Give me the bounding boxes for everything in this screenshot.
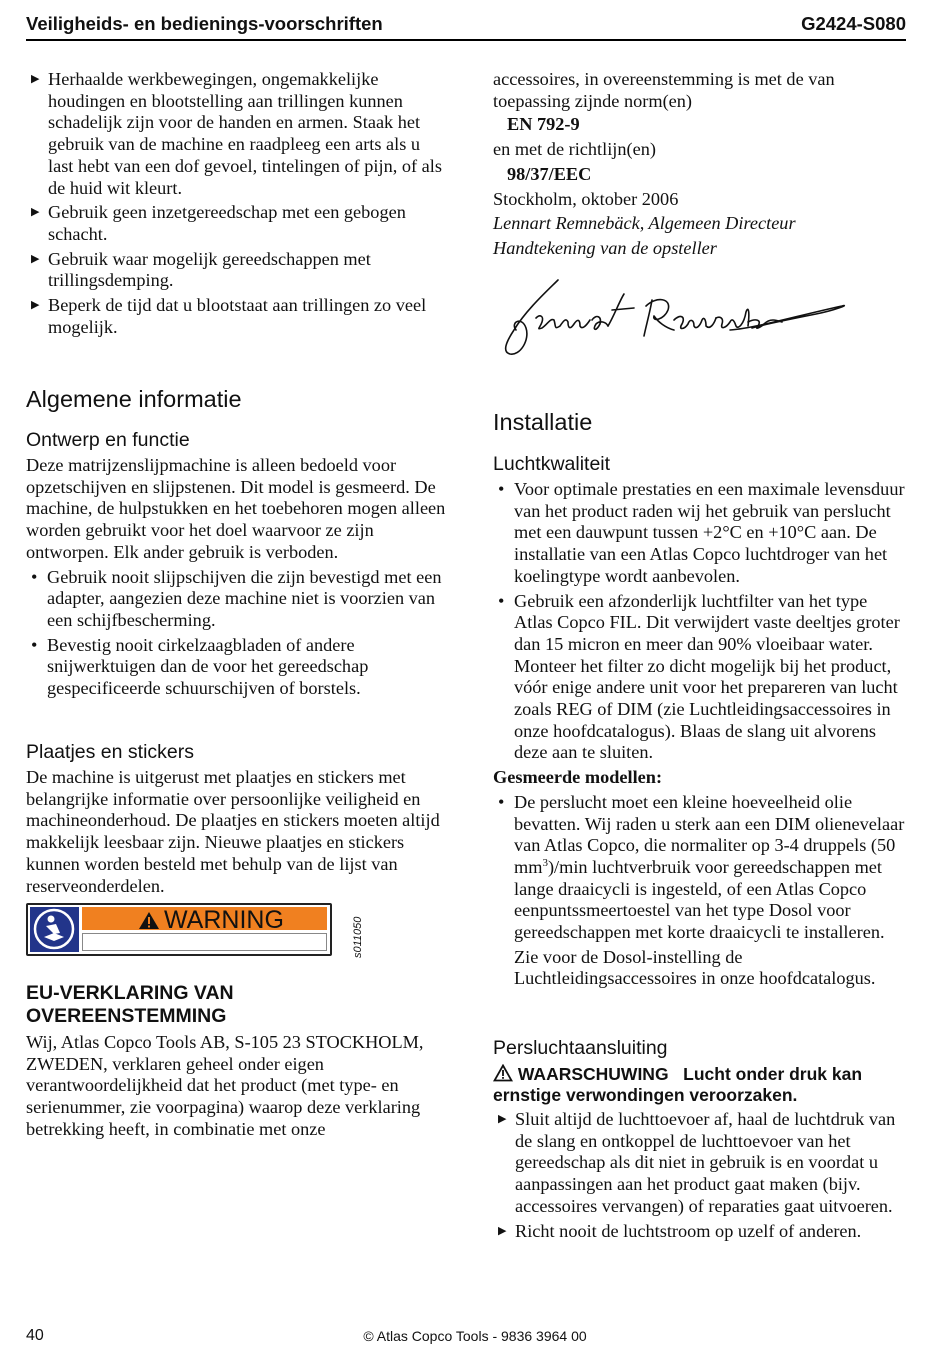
directive-code: 98/37/EEC	[507, 163, 592, 184]
manual-reader-icon	[30, 907, 79, 952]
header-rule	[26, 39, 906, 41]
header-code: G2424-S080	[801, 13, 906, 34]
air-heading: Luchtkwaliteit	[493, 453, 611, 475]
list-item: ▶ Gebruik geen inzetgereedschap met een gebogen schacht.	[31, 202, 406, 244]
list-item: • Gebruik nooit slijpschijven die zijn bevestigd met een adapter, aangezien deze machine niet is voorzien van een schijfbescherming.	[31, 566, 442, 630]
handwritten-signature	[496, 270, 856, 362]
warning-word: WAARSCHUWING	[517, 1064, 669, 1084]
warning-banner	[82, 906, 327, 934]
warning-triangle-icon	[493, 1064, 513, 1082]
norm-code: EN 792-9	[507, 114, 580, 135]
list-item: ▶ Beperk de tijd dat u blootstaat aan trillingen zo veel mogelijk.	[31, 295, 427, 337]
footer-copyright: © Atlas Copco Tools - 9836 3964 00	[363, 1328, 587, 1344]
connection-section	[493, 1036, 908, 1245]
list-item: ▶ Gebruik waar mogelijk gereedschappen met trillingsdemping.	[31, 248, 371, 291]
lubricated-note: Zie voor de Dosol-instelling de Luchtleidingsaccessoires in onze hoofdcatalogus.	[514, 946, 876, 989]
eu-continuation	[493, 69, 908, 260]
list-item: ▶ Sluit altijd de luchttoevoer af, haal de luchtdruk van de slang en ontkoppel de luchttoevoer van het gereedschap als dit niet in gebruik is en voordat u aanpassingen aan het product gaat maken (bijv. accessoires vervangen) of reparaties gaat uitvoeren.	[498, 1109, 896, 1216]
bullet-dot-icon: •	[498, 590, 505, 611]
list-item: • Voor optimale prestaties en een maximale levensduur van het product raden wij het gebruik van perslucht met een dauwpunt tussen +2°C en +10°C aan. De installatie van een Atlas Copco luchtdroger van het koelingtype wordt aanbevolen.	[498, 479, 905, 586]
install-heading: Installatie	[493, 409, 593, 435]
eu-heading-line2: OVEREENSTEMMING	[26, 1005, 227, 1027]
list-item: • Gebruik een afzonderlijk luchtfilter van het type Atlas Copco FIL. Dit verwijdert vaste deeltjes groter dan 15 micron en meer dan 90% vloeibaar water. Monteer het filter zo dicht mogelijk bij het product, vóór enige andere unit voor het prepareren van lucht zoals REG of DIM (zie Luchtleidingsaccessoires in onze hoofdcatalogus). Blaas de slang uit alvorens deze aan te sluiten.	[498, 590, 900, 763]
arrow-bullet-icon: ▶	[31, 299, 40, 312]
bullet-dot-icon: •	[498, 791, 505, 812]
eu-section	[26, 982, 446, 1141]
connection-heading: Persluchtaansluiting	[493, 1037, 668, 1059]
arrow-bullet-icon: ▶	[31, 73, 40, 85]
arrow-bullet-icon: ▶	[31, 206, 40, 219]
signature-caption: Handtekening van de opsteller	[493, 237, 717, 258]
label-blank-area	[82, 933, 327, 951]
eu-heading-line1: EU-VERKLARING VAN	[26, 982, 234, 1004]
label-code: s011050	[352, 916, 364, 958]
warning-text: Lucht onder druk kan ernstige verwondingen veroorzaken.	[493, 1064, 863, 1105]
left-intro-list	[26, 69, 446, 341]
arrow-bullet-icon: ▶	[498, 1113, 507, 1125]
list-item: • Bevestig nooit cirkelzaagbladen of andere snijwerktuigen dan de voor het gereedschap gespecificeerde schuurschijven of borstels.	[31, 634, 369, 699]
air-quality-section	[493, 452, 908, 990]
warning-label	[26, 903, 332, 956]
directive-intro: en met de richtlijn(en)	[493, 139, 656, 160]
place-date: Stockholm, oktober 2006	[493, 188, 679, 209]
header-title: Veiligheids- en bedienings-voorschriften	[26, 13, 383, 34]
arrow-bullet-icon: ▶	[31, 252, 40, 265]
bullet-dot-icon: •	[31, 566, 38, 587]
design-text: Deze matrijzenslijpmachine is alleen bedoeld voor opzetschijven en slijpstenen. Dit model is gesmeerd. De machine, de hulpstukken en het toebehoren mogen alleen worden gebruikt voor het doel waarvoor ze zijn ontworpen. Elk ander gebruik is verboden.	[26, 455, 446, 562]
plates-section	[26, 740, 446, 897]
list-item: ▶ Richt nooit de luchtstroom op uzelf of anderen.	[498, 1220, 862, 1241]
plates-heading: Plaatjes en stickers	[26, 741, 194, 763]
bullet-dot-icon: •	[498, 479, 505, 499]
signatory: Lennart Remnebäck, Algemeen Directeur	[493, 213, 796, 234]
list-item: ▶ Herhaalde werkbewegingen, ongemakkelijke houdingen en blootstelling aan trillingen kunnen schadelijk zijn voor de handen en armen. Staak het gebruik van de machine en raadpleeg een arts als u last hebt van een dof gevoel, tintelingen of pijn, of als de huid wit kleurt.	[31, 69, 442, 198]
warning-triangle-icon	[138, 911, 160, 930]
arrow-bullet-icon: ▶	[498, 1224, 507, 1237]
eu-continuation-text: accessoires, in overeenstemming is met de van toepassing zijnde norm(en)	[493, 69, 835, 111]
list-item: • De perslucht moet een kleine hoeveelheid olie bevatten. Wij raden u sterk aan een DIM olienevelaar van Atlas Copco, die normaliter op 3-4 druppels (50 $mm^3)/\min$ luchtverbruik voor gereedschappen met lange draaicycli is ingesteld, of een Atlas Copco eenpuntssmeertoestel van het type Dosol voor gereedschappen met korte draaicycli te installeren.	[498, 791, 905, 943]
warning-label-text: WARNING	[164, 906, 284, 934]
eu-text: Wij, Atlas Copco Tools AB, S-105 23 STOCKHOLM, ZWEDEN, verklaren geheel onder eigen verantwoordelijkheid dat het product (met type- en serienummer, zie voorpagina) waarop deze verklaring betrekking heeft, in combinatie met onze	[26, 1032, 424, 1139]
design-section	[26, 428, 446, 703]
pressure-warning	[493, 1064, 908, 1106]
lubricated-heading: Gesmeerde modellen:	[493, 767, 663, 788]
plates-text: De machine is uitgerust met plaatjes en stickers met belangrijke informatie over persoonlijke veiligheid en machineonderhoud. De plaatjes en stickers moeten altijd makkelijk leesbaar zijn. Nieuwe plaatjes en stickers kunnen worden besteld met behulp van de lijst van reserveonderdelen.	[26, 767, 440, 896]
design-heading: Ontwerp en functie	[26, 429, 190, 451]
bullet-dot-icon: •	[31, 634, 38, 655]
general-heading: Algemene informatie	[26, 386, 242, 412]
page-header	[26, 13, 906, 39]
page-number: 40	[26, 1327, 44, 1344]
